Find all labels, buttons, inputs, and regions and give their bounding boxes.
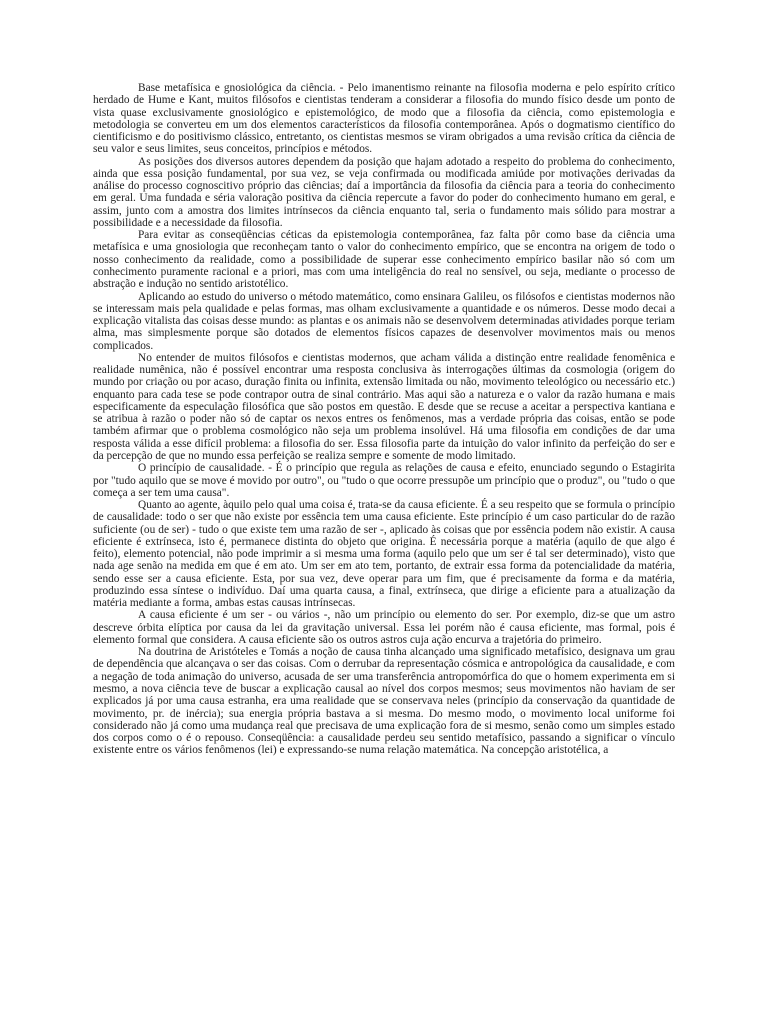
paragraph-cosmology-problem: No entender de muitos filósofos e cientistas modernos, que acham válida a distinção entre realidade fenomênica e realidade numênica, não é possível encontrar uma resposta conclusiva às interrogações últimas da cosmologia (origem do mundo por criação ou por acaso, duração finita ou infinita, extensão limitada ou não, movimento teleológico ou necessário etc.) enquanto para cada tese se pode contrapor outra de sinal contrário. Mas aqui são a natureza e o valor da razão humana e mais especificamente da especulação filosófica que são postos em questão. E desde que se recuse a aceitar a perspectiva kantiana e se atribua à razão o poder não só de captar os nexos entres os fenômenos, mas a verdade própria das coisas, então se pode também afirmar que o problema cosmológico não seja um problema insolúvel. Há uma filosofia em condições de dar uma resposta válida a esse difícil problema: a filosofia do ser. Essa filosofia parte da intuição do valor infinito da perfeição do ser e da percepção de que no mundo essa perfeição se realiza sempre e somente de modo limitado. (93, 351, 675, 462)
document-page (93, 82, 675, 757)
paragraph-efficient-cause-example: A causa eficiente é um ser - ou vários -, não um princípio ou elemento do ser. Por exemplo, diz-se que um astro descreve órbita elíptica por causa da lei da gravitação universal. Essa lei porém não é causa eficiente, mas formal, pois é elemento formal que considera. A causa eficiente são os outros astros cuja ação encurva a trajetória do primeiro. (93, 609, 675, 646)
paragraph-skeptical-consequences: Para evitar as conseqüências céticas da epistemologia contemporânea, faz falta pôr como base da ciência uma metafísica e uma gnosiologia que reconheçam tanto o valor do conhecimento empírico, que se encontra na origem de todo o nosso conhecimento da realidade, como a possibilidade de superar esse conhecimento empírico basilar não só com um conhecimento puramente racional e a priori, mas com uma inteligência do real no sensível, ou seja, mediante o processo de abstração e indução no sentido aristotélico. (93, 229, 675, 291)
paragraph-efficient-cause: Quanto ao agente, àquilo pelo qual uma coisa é, trata-se da causa eficiente. É a seu respeito que se formula o princípio de causalidade: todo o ser que não existe por essência tem uma causa eficiente. Este princípio é um caso particular do de razão suficiente (ou de ser) - tudo o que existe tem uma razão de ser -, aplicado às coisas que por essência podem não existir. A causa eficiente é extrínseca, isto é, permanece distinta do objeto que origina. É necessária porque a matéria (aquilo de que algo é feito), elemento potencial, não pode imprimir a si mesma uma forma (aquilo pelo que um ser é tal ser determinado), visto que nada age senão na medida em que é em ato. Um ser em ato tem, portanto, de extrair essa forma da potencialidade da matéria, sendo esse ser a causa eficiente. Esta, por sua vez, deve operar para um fim, que é precisamente da forma e da matéria, produzindo essa síntese o indivíduo. Daí uma quarta causa, a final, extrínseca, que dirige a eficiente para a atualização da matéria mediante a forma, ambas estas causas intrínsecas. (93, 499, 675, 610)
paragraph-aristotle-tomas: Na doutrina de Aristóteles e Tomás a noção de causa tinha alcançado uma significado metafísico, designava um grau de dependência que alcançava o ser das coisas. Com o derrubar da representação cósmica e antropológica da causalidade, e com a negação de toda animação do universo, acusada de ser uma transferência antropomórfica do que o homem experimenta em si mesmo, a nova ciência teve de buscar a explicação causal ao nível dos corpos mesmos; seus movimentos não haviam de ser explicados já por uma causa estranha, era uma realidade que se conservava neles (princípio da conservação da quantidade de movimento, pr. de inércia); sua energia própria bastava a si mesma. Do mesmo modo, o movimento local uniforme foi considerado não já como uma mudança real que precisava de uma explicação fora de si mesmo, senão como um simples estado dos corpos como o é o repouso. Conseqüência: a causalidade perdeu seu sentido metafísico, passando a significar o vínculo existente entre os vários fenômenos (lei) e expressando-se numa relação matemática. Na concepção aristotélica, a (93, 646, 675, 757)
paragraph-metaphysical-basis: Base metafísica e gnosiológica da ciência. - Pelo imanentismo reinante na filosofia moderna e pelo espírito crítico herdado de Hume e Kant, muitos filósofos e cientistas tenderam a considerar a filosofia do mundo físico desde um ponto de vista quase exclusivamente gnosiológico e epistemológico, de modo que a filosofia da ciência, como epistemologia e metodologia se converteu em um dos elementos característicos da filosofia contemporânea. Após o dogmatismo científico do cientificismo e do positivismo clássico, entretanto, os cientistas mesmos se viram obrigados a uma revisão crítica da ciência de seu valor e seus limites, seus conceitos, princípios e métodos. (93, 82, 675, 156)
paragraph-mathematical-method: Aplicando ao estudo do universo o método matemático, como ensinara Galileu, os filósofos e cientistas modernos não se interessam mais pela qualidade e pelas formas, mas olham exclusivamente a quantidade e os números. Desse modo decai a explicação vitalista das coisas desse mundo: as plantas e os animais não se desenvolvem determinadas atividades porque teriam alma, mas simplesmente porque são dotados de elementos físicos capazes de desenvolver movimentos mais ou menos complicados. (93, 290, 675, 352)
paragraph-causality-principle: O princípio de causalidade. - É o princípio que regula as relações de causa e efeito, enunciado segundo o Estagirita por "tudo aquilo que se move é movido por outro", ou "tudo o que ocorre pressupõe um princípio que o produz", ou "tudo o que começa a ser tem uma causa". (93, 462, 675, 499)
paragraph-author-positions: As posições dos diversos autores dependem da posição que hajam adotado a respeito do problema do conhecimento, ainda que essa posição fundamental, por sua vez, se veja confirmada ou modificada amiúde por motivações derivadas da análise do processo cognoscitivo próprio das ciências; daí a importância da filosofia da ciência para a teoria do conhecimento em geral. Uma fundada e séria valoração positiva da ciência repercute a favor do poder do conhecimento humano em geral, e assim, junto com a amostra dos limites intrínsecos da ciência enquanto tal, seria o fundamento mais sólido para mostrar a possibilidade e a necessidade da filosofia. (93, 155, 675, 229)
